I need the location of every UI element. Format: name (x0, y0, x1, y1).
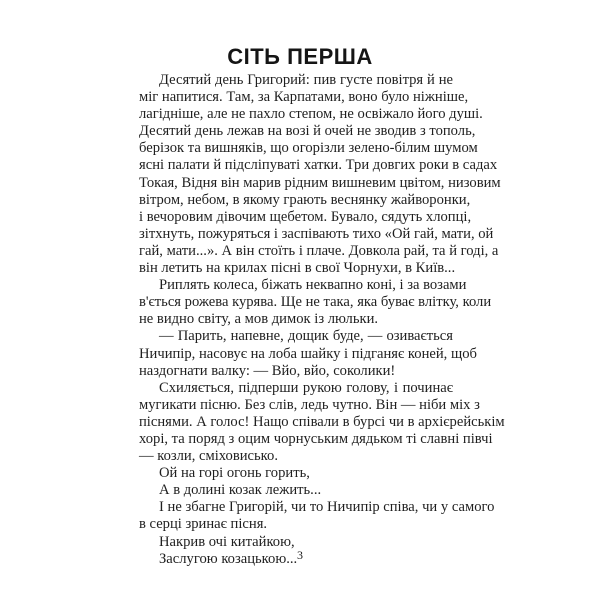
page-number: 3 (297, 548, 303, 562)
paragraph (139, 379, 505, 465)
text-line: в'ється рожева курява. Ще не така, яка буває влітку, коли (139, 294, 492, 311)
verse-line: Заслугою козацькою... (159, 550, 298, 567)
text-line: — Парить, напевне, дощик буде, — озивається (159, 328, 453, 345)
text-line: І не збагне Григорій, чи то Ничипір співа, чи у самого (159, 499, 495, 516)
text-line: Токая, Відня він марив рідним вишневим цвітом, низовим (139, 174, 501, 191)
verse-line: Ой на горі огонь горить, (159, 465, 310, 482)
paragraph (139, 72, 501, 277)
text-line: зітхнуть, пожуряться і заспівають тихо «Ой гай, мати, ой (139, 225, 494, 242)
paragraph (139, 277, 492, 328)
paragraph (139, 499, 495, 533)
text-line: Схиляється, підперши рукою голову, і починає (159, 379, 453, 396)
text-line: Десятий день Григорий: пив густе повітря й не (159, 72, 453, 88)
text-line: піснями. А голос! Нащо співали в бурсі чи в архієрейськім (139, 413, 505, 430)
paragraph (139, 328, 477, 379)
chapter-title: СІТЬ ПЕРША (227, 44, 373, 69)
text-line: він летить на крилах пісні в свої Чорнухи, в Київ... (139, 260, 456, 277)
text-line: в серці зринає пісня. (139, 516, 268, 533)
text-line: не видно світу, а мов димок із люльки. (139, 311, 379, 328)
text-line: хорі, та поряд з оцим чорнуським дядьком ті славні півчі (139, 430, 493, 447)
text-line: Десятий день лежав на возі й очей не зводив з тополь, (139, 123, 476, 140)
text-line: вітром, небом, в якому грають веснянку жайворонки, (139, 191, 471, 208)
body-text (139, 72, 505, 568)
verse-line: Накрив очі китайкою, (159, 533, 295, 550)
text-line: — козли, сміховисько. (139, 448, 278, 465)
text-line: берізок та вишняків, що огорізли зелено-білим шумом (139, 140, 478, 157)
text-line: міг напитися. Там, за Карпатами, воно було ніжніше, (139, 89, 469, 106)
text-line: гай, мати...». А він стоїть і плаче. Довкола рай, та й годі, а (139, 242, 499, 259)
text-line: ясні палати й підсліпуваті хатки. Три довгих роки в садах (139, 157, 498, 174)
text-line: наздогнати валку: — Вйо, вйо, соколики! (139, 362, 396, 379)
text-line: Ничипір, насовує на лоба шайку і підганяє коней, щоб (139, 345, 477, 362)
verse-line: А в долині козак лежить... (159, 482, 322, 499)
text-line: лагідніше, але не пахло степом, не освіжало його душі. (139, 106, 483, 123)
text-line: мугикати пісню. Без слів, ледь чутно. Він — ніби міх з (139, 396, 480, 413)
verse-stanza (139, 465, 453, 499)
text-line: Риплять колеса, біжать неквапно коні, і за возами (159, 277, 467, 294)
text-line: і вечоровим дівочим щебетом. Бувало, сядуть хлопці, (139, 208, 472, 225)
